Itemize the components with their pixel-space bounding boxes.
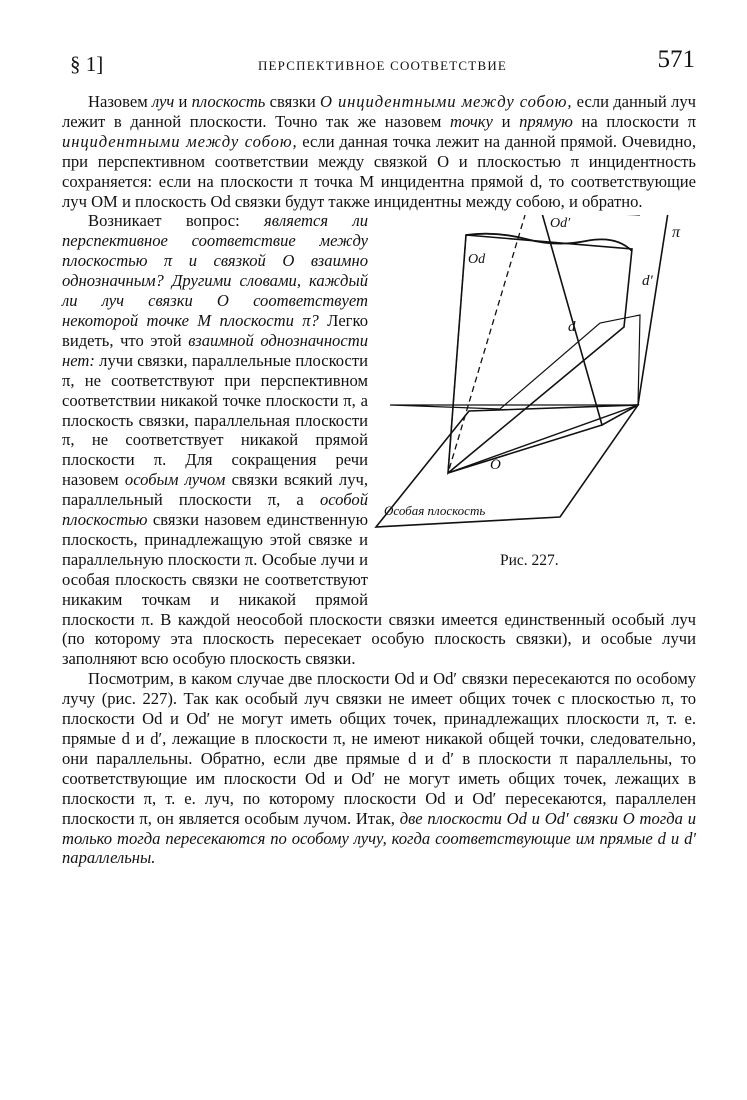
plane-od — [448, 235, 632, 473]
figure-227 — [374, 215, 696, 597]
label-d-prime: d′ — [642, 273, 653, 290]
body-text — [62, 92, 696, 868]
paragraph-question: Возникает вопрос: является ли перспективное соответствие между плоскостью π и связкой O взаимно однозначным? Другими словами, каждый ли луч связки O соответствует некоторой точке M плоскости π? Легко видеть, что этой взаимной однозначности нет: лучи связки, параллельные плоскости π, не соответствуют при перспективном соответствии никакой точке плоскости π, а плоскость связки, параллельная плоскости π, не соответствует никакой прямой плоскости π. Для сокращения речи назовем особым лучом связки всякий луч, параллельный плоскости π, а особой плоскостью связки назовем единственную плоскость, принадлежащую этой связке и параллельную плоскости π. Особые лучи и особая плоскость связки не соответствуют никаким точкам и никакой прямой плоскости π. В каждой неособой плоскости связки имеется единственный особый луч (по которому эта плоскость пересекает особую плоскость связки), и особые лучи заполняют всю особую плоскость связки. — [62, 211, 696, 669]
special-ray — [448, 425, 602, 473]
label-special-plane: Особая плоскость — [384, 503, 486, 519]
dashed-ray-2 — [448, 215, 534, 473]
running-title: ПЕРСПЕКТИВНОЕ СООТВЕТСТВИЕ — [257, 58, 508, 73]
page-number: 571 — [657, 46, 695, 73]
special-plane — [390, 315, 640, 409]
paragraph-special-ray: Посмотрим, в каком случае две плоскости Od и Od′ связки пересекаются по особому лучу (рис. 227). Так как особый луч связки не имеет общих точек с плоскостью π, то плоскости Od и Od′ не могут иметь общих точек, принадлежащих плоскости π, т. е. прямые d и d′, лежащие в плоскости π, не имеют никакой общей точки, следовательно, они параллельны. Обратно, если две прямые d и d′ в плоскости π параллельны, то соответствующие им плоскости Od и Od′ не могут иметь общих точек, лежащих в плоскости π, т. е. луч, по которому плоскости Od и Od′ пересекаются, параллелен плоскости π, он является особым лучом. Итак, две плоскости Od и Od′ связки O тогда и только тогда пересекаются по особому лучу, когда соответствующие им прямые d и d′ параллельны. — [62, 669, 696, 868]
line-d-prime — [448, 405, 638, 473]
page-header — [70, 46, 695, 78]
label-d: d — [568, 319, 576, 336]
section-number: § 1] — [70, 52, 104, 76]
paragraph-incidence: Назовем луч и плоскость связки O инцидентными между собою, если данный луч лежит в данной плоскости. Точно так же назовем точку и прямую на плоскости π инцидентными между собою, если данная точка лежит на данной прямой. Очевидно, при перспективном соответствии между связкой O и плоскостью π инцидентность сохраняется: если на плоскости π точка M инцидентна прямой d, то соответствующие луч OM и плоскость Od связки будут также инцидентны между собою, и обратно. — [62, 92, 696, 211]
label-od: Od — [468, 252, 486, 268]
figure-caption: Рис. 227. — [500, 552, 559, 570]
label-od-prime: Od′ — [550, 216, 571, 232]
label-pi: π — [672, 224, 681, 242]
label-o: O — [490, 457, 501, 474]
perspective-diagram — [374, 215, 696, 565]
